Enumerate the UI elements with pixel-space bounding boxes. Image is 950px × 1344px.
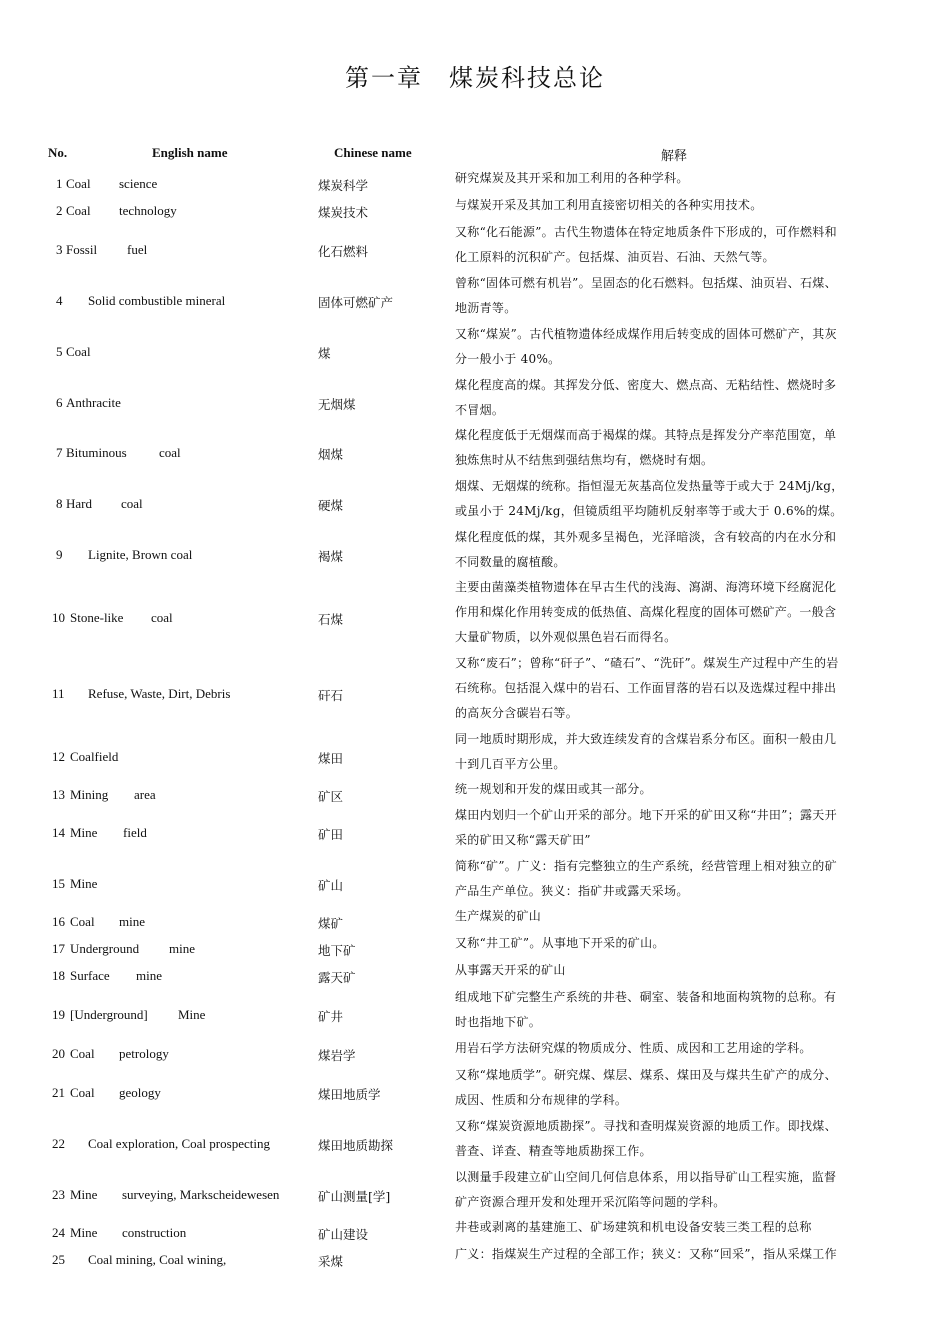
english-name: Coal mining, Coal wining, — [88, 1251, 227, 1267]
english-name: Coal exploration, Coal prospecting — [88, 1136, 270, 1151]
english-name-part: area — [134, 786, 156, 802]
english-name: Solid combustible mineral — [88, 293, 226, 308]
english-name-part: technology — [119, 202, 177, 218]
definition-line: 矿产资源合理开发和处理开采沉陷等问题的学科。 — [455, 1195, 726, 1209]
english-name-part: field — [123, 825, 147, 840]
chinese-name: 固体可燃矿产 — [318, 295, 394, 310]
chinese-name: 硬煤 — [318, 498, 344, 513]
definition-line: 煤化程度低的煤，其外观多呈褐色，光泽暗淡，含有较高的内在水分和 — [455, 530, 837, 544]
english-name-part: surveying, Markscheidewesen — [122, 1187, 280, 1202]
definition-line: 煤化程度低于无烟煤而高于褐煤的煤。其特点是挥发分产率范围宽，单 — [455, 428, 837, 442]
english-name-part: coal — [121, 496, 143, 511]
chinese-name: 煤炭科学 — [318, 177, 369, 193]
row-number: 8 — [56, 496, 63, 511]
header-no: No. — [48, 145, 68, 160]
row-number: 10 — [52, 609, 65, 625]
definition-line: 不同数量的腐植酸。 — [455, 555, 566, 569]
definition-line: 煤化程度高的煤。其挥发分低、密度大、燃点高、无粘结性、燃烧时多 — [455, 378, 837, 392]
english-name: Fossil — [66, 242, 98, 257]
chinese-name: 地下矿 — [318, 942, 356, 958]
definition-text — [455, 1215, 895, 1240]
definition-text — [455, 322, 895, 372]
definition-line: 广义：指煤炭生产过程的全部工作；狭义：又称“回采”，指从采煤工作 — [455, 1247, 837, 1261]
definition-line: 十到几百平方公里。 — [455, 757, 566, 771]
definition-line: 烟煤、无烟煤的统称。指恒湿无灰基高位发热量等于或大于 24Mj/kg， — [455, 479, 844, 493]
definition-text — [455, 525, 895, 575]
english-name: Mine — [70, 1224, 98, 1240]
english-name: Bituminous — [66, 445, 127, 460]
definition-text — [455, 1114, 895, 1164]
header-definition: 解释 — [661, 149, 688, 164]
row-number: 13 — [52, 786, 65, 802]
definition-line: 又称“化石能源”。古代生物遗体在特定地质条件下形成的，可作燃料和 — [455, 225, 837, 239]
definition-line: 或虽小于 24Mj/kg，但镜质组平均随机反射率等于或大于 0.6%的煤。 — [455, 504, 843, 518]
row-number: 12 — [52, 749, 65, 764]
definition-line: 又称“煤炭资源地质勘探”。寻找和查明煤炭资源的地质工作。即找煤、 — [455, 1119, 837, 1133]
english-name-part: construction — [122, 1224, 187, 1240]
row-number: 6 — [56, 395, 63, 410]
english-name-part: coal — [159, 445, 181, 460]
english-name: Lignite, Brown coal — [88, 547, 193, 562]
definition-text — [455, 651, 895, 726]
chinese-name: 煤田 — [318, 751, 344, 766]
definition-text — [455, 1165, 895, 1215]
definition-line: 普查、详查、精查等地质勘探工作。 — [455, 1144, 652, 1158]
chinese-name: 采煤 — [318, 1253, 344, 1269]
row-number: 21 — [52, 1085, 65, 1100]
row-number: 16 — [52, 913, 65, 929]
english-name: Coal — [70, 1045, 95, 1061]
english-name: Surface — [70, 967, 110, 983]
english-name: Coal — [70, 913, 95, 929]
chinese-name: 化石燃料 — [318, 244, 369, 259]
chinese-name: 煤田地质学 — [318, 1087, 381, 1102]
definition-line: 统一规划和开发的煤田或其一部分。 — [455, 782, 652, 796]
chinese-name: 煤矿 — [318, 915, 344, 931]
english-name-part: mine — [169, 940, 195, 956]
definition-line: 又称“煤炭”。古代植物遗体经成煤作用后转变成的固体可燃矿产，其灰 — [455, 327, 837, 341]
definition-line: 采的矿田又称“露天矿田” — [455, 833, 591, 847]
english-name: Coal — [66, 175, 91, 191]
chinese-name: 煤炭技术 — [318, 204, 369, 220]
definition-line: 地沥青等。 — [455, 301, 517, 315]
definition-line: 从事露天开采的矿山 — [455, 963, 566, 977]
chinese-name: 无烟煤 — [318, 397, 356, 412]
english-name-part: geology — [119, 1085, 161, 1100]
definition-line: 独炼焦时从不结焦到强结焦均有，燃烧时有烟。 — [455, 453, 714, 467]
definition-text — [455, 166, 895, 191]
row-number: 23 — [52, 1187, 65, 1202]
definition-line: 简称“矿”。广义：指有完整独立的生产系统，经营管理上相对独立的矿 — [455, 859, 837, 873]
definition-text — [455, 777, 895, 802]
definition-line: 的高灰分含碳岩石等。 — [455, 706, 579, 720]
chinese-name: 煤岩学 — [318, 1047, 356, 1063]
english-name: Anthracite — [66, 395, 121, 410]
definition-line: 化工原料的沉积矿产。包括煤、油页岩、石油、天然气等。 — [455, 250, 775, 264]
row-number: 22 — [52, 1136, 65, 1151]
row-number: 19 — [52, 1007, 65, 1022]
english-name: [Underground] — [70, 1007, 148, 1022]
definition-text — [455, 423, 895, 473]
definition-line: 同一地质时期形成，并大致连续发育的含煤岩系分布区。面积一般由几 — [455, 732, 837, 746]
english-name: Mine — [70, 1187, 98, 1202]
definition-text — [455, 575, 895, 650]
definition-line: 产品生产单位。狭义：指矿井或露天采场。 — [455, 884, 689, 898]
definition-text — [455, 727, 895, 777]
definition-text — [455, 958, 895, 983]
chinese-name: 矿田 — [318, 827, 344, 842]
english-name: Refuse, Waste, Dirt, Debris — [88, 685, 231, 701]
definition-line: 又称“废石”；曾称“矸子”、“碴石”、“洗矸”。煤炭生产过程中产生的岩 — [455, 656, 839, 670]
english-name: Coal — [66, 344, 91, 359]
definition-line: 分一般小于 40%。 — [455, 352, 561, 366]
definition-line: 时也指地下矿。 — [455, 1015, 542, 1029]
chinese-name: 烟煤 — [318, 447, 344, 462]
definition-line: 不冒烟。 — [455, 403, 505, 417]
definition-line: 煤田内划归一个矿山开采的部分。地下开采的矿田又称“井田”；露天开 — [455, 808, 837, 822]
definition-line: 生产煤炭的矿山 — [455, 909, 542, 923]
english-name: Underground — [70, 940, 140, 956]
definition-text — [455, 931, 895, 956]
definition-text — [455, 803, 895, 853]
definition-line: 又称“井工矿”。从事地下开采的矿山。 — [455, 936, 665, 950]
row-number: 7 — [56, 445, 63, 460]
chinese-name: 矿山建设 — [318, 1226, 369, 1242]
chinese-name: 矸石 — [318, 687, 344, 703]
row-number: 11 — [52, 685, 65, 701]
english-name-part: Mine — [178, 1007, 206, 1022]
english-name: Coal — [66, 202, 91, 218]
chinese-name: 矿山测量[学] — [318, 1189, 391, 1204]
definition-line: 用岩石学方法研究煤的物质成分、性质、成因和工艺用途的学科。 — [455, 1041, 812, 1055]
definition-text — [455, 271, 895, 321]
header-english-name: English name — [152, 145, 228, 160]
header-chinese-name: Chinese name — [334, 145, 412, 160]
definition-text — [455, 474, 895, 524]
definition-line: 成因、性质和分布规律的学科。 — [455, 1093, 628, 1107]
definition-text — [455, 904, 895, 929]
definition-text — [455, 1242, 895, 1267]
english-name: Mining — [70, 786, 109, 802]
page-title: 第一章 煤炭科技总论 — [345, 64, 605, 92]
definition-text — [455, 193, 895, 218]
english-name: Hard — [66, 496, 92, 511]
definition-line: 井巷或剥离的基建施工、矿场建筑和机电设备安装三类工程的总称 — [455, 1220, 812, 1234]
chinese-name: 露天矿 — [318, 969, 356, 985]
definition-text — [455, 985, 895, 1035]
chinese-name: 矿山 — [318, 878, 344, 893]
row-number: 4 — [56, 293, 63, 308]
row-number: 25 — [52, 1251, 65, 1267]
row-number: 3 — [56, 242, 63, 257]
english-name-part: mine — [136, 967, 162, 983]
definition-text — [455, 1063, 895, 1113]
row-number: 15 — [52, 876, 65, 891]
definition-line: 曾称“固体可燃有机岩”。呈固态的化石燃料。包括煤、油页岩、石煤、 — [455, 276, 837, 290]
row-number: 24 — [52, 1224, 65, 1240]
english-name-part: coal — [151, 609, 173, 625]
row-number: 20 — [52, 1045, 65, 1061]
chinese-name: 矿井 — [318, 1009, 344, 1024]
row-number: 9 — [56, 547, 63, 562]
english-name: Mine — [70, 876, 98, 891]
definition-text — [455, 1036, 895, 1061]
definition-line: 作用和煤化作用转变成的低热值、高煤化程度的固体可燃矿产。一般含 — [455, 605, 837, 619]
definition-line: 石统称。包括混入煤中的岩石、工作面冒落的岩石以及选煤过程中排出 — [455, 681, 837, 695]
row-number: 2 — [56, 202, 63, 218]
definition-text — [455, 854, 895, 904]
chinese-name: 石煤 — [318, 611, 344, 627]
english-name: Stone-like — [70, 609, 124, 625]
english-name-part: petrology — [119, 1045, 169, 1061]
definition-line: 与煤炭开采及其加工利用直接密切相关的各种实用技术。 — [455, 198, 763, 212]
english-name-part: mine — [119, 913, 145, 929]
english-name-part: science — [119, 175, 158, 191]
chinese-name: 煤 — [318, 346, 331, 361]
chinese-name: 矿区 — [318, 788, 344, 804]
definition-line: 组成地下矿完整生产系统的井巷、硐室、装备和地面构筑物的总称。有 — [455, 990, 837, 1004]
english-name: Mine — [70, 825, 98, 840]
row-number: 14 — [52, 825, 65, 840]
row-number: 18 — [52, 967, 65, 983]
row-number: 1 — [56, 175, 63, 191]
definition-line: 研究煤炭及其开采和加工利用的各种学科。 — [455, 171, 689, 185]
row-number: 17 — [52, 940, 65, 956]
definition-line: 大量矿物质，以外观似黑色岩石而得名。 — [455, 630, 677, 644]
definition-line: 又称“煤地质学”。研究煤、煤层、煤系、煤田及与煤共生矿产的成分、 — [455, 1068, 837, 1082]
english-name: Coal — [70, 1085, 95, 1100]
definition-line: 主要由菌藻类植物遗体在早古生代的浅海、瀉湖、海湾环境下经腐泥化 — [455, 580, 837, 594]
chinese-name: 褐煤 — [318, 549, 344, 564]
definition-text — [455, 220, 895, 270]
english-name-part: fuel — [127, 242, 148, 257]
chinese-name: 煤田地质勘探 — [318, 1138, 394, 1153]
english-name: Coalfield — [70, 749, 119, 764]
definition-text — [455, 373, 895, 423]
definition-line: 以测量手段建立矿山空间几何信息体系，用以指导矿山工程实施，监督 — [455, 1170, 837, 1184]
row-number: 5 — [56, 344, 63, 359]
